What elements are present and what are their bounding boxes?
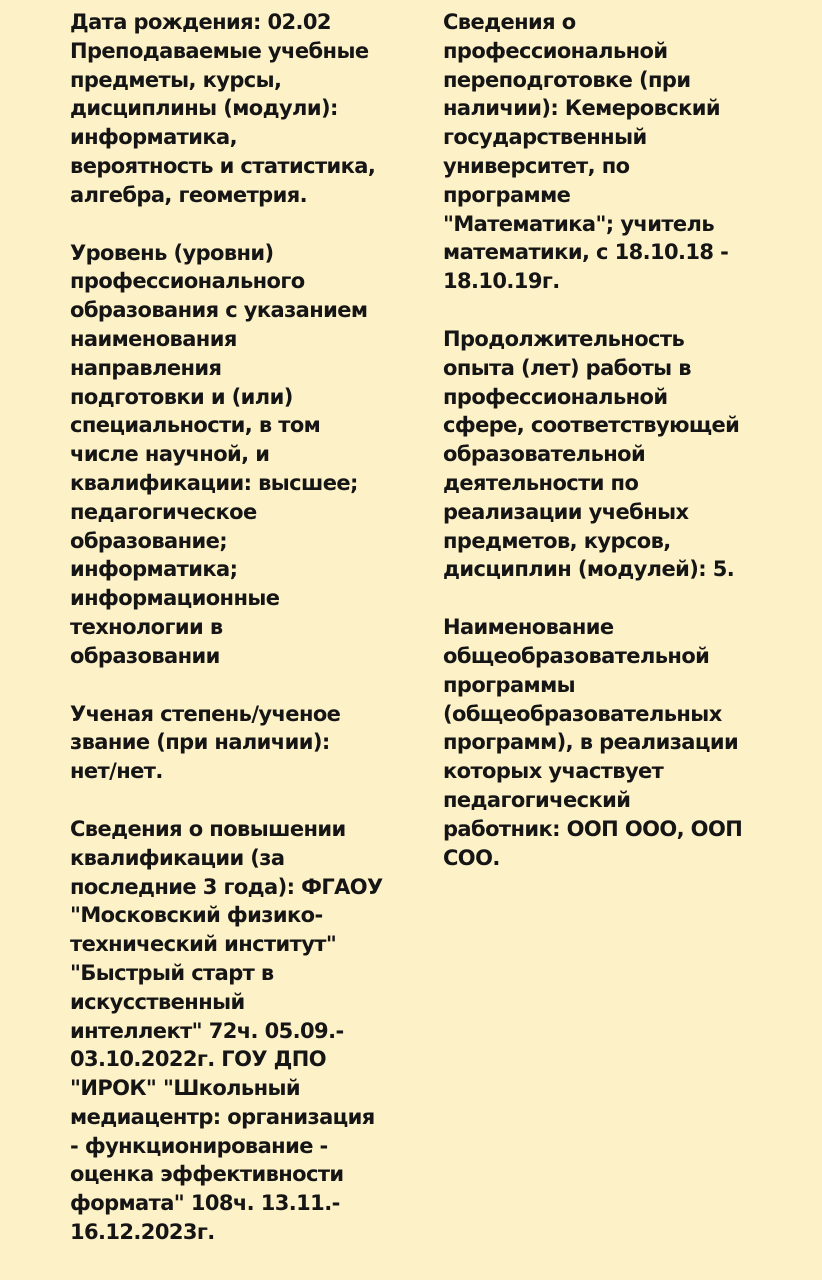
education-level: Уровень (уровни) профессионального образования с указанием наименования направления подготовки и (или) специальности, в том числе научной, и квалификации: высшее; педагогическое образование; информатика; информационные технологии в образовании <box>70 240 368 668</box>
academic-degree: Ученая степень/ученое звание (при наличии): нет/нет. <box>70 701 341 784</box>
left-column <box>70 8 410 1276</box>
right-column <box>443 8 743 901</box>
professional-retraining: Сведения о профессиональной переподготовке (при наличии): Кемеровский государственный университет, по программе "Математика"; учитель математики, с 18.10.18 - 18.10.19г. <box>443 10 729 294</box>
qualification-upgrade: Сведения о повышении квалификации (за последние 3 года): ФГАОУ "Московский физико- технический институт" "Быстрый старт в искусственный интеллект" 72ч. 05.09.- 03.10.2022г. ГОУ ДПО "ИРОК" "Школьный медиацентр: организация - функционирование - оценка эффективности формата" 108ч. 13.11.- 16.12.2023г. <box>70 816 383 1245</box>
work-experience: Продолжительность опыта (лет) работы в профессиональной сфере, соответствующей образовательной деятельности по реализации учебных предметов, курсов, дисциплин (модулей): 5. <box>443 326 740 582</box>
birth-date-and-subjects: Дата рождения: 02.02 Преподаваемые учебные предметы, курсы, дисциплины (модули): информатика, вероятность и статистика, алгебра, геометрия. <box>70 10 376 207</box>
educational-programs: Наименование общеобразовательной программы (общеобразовательных программ), в реализации которых участвует педагогический работник: ООП ООО, ООП СОО. <box>443 615 743 870</box>
